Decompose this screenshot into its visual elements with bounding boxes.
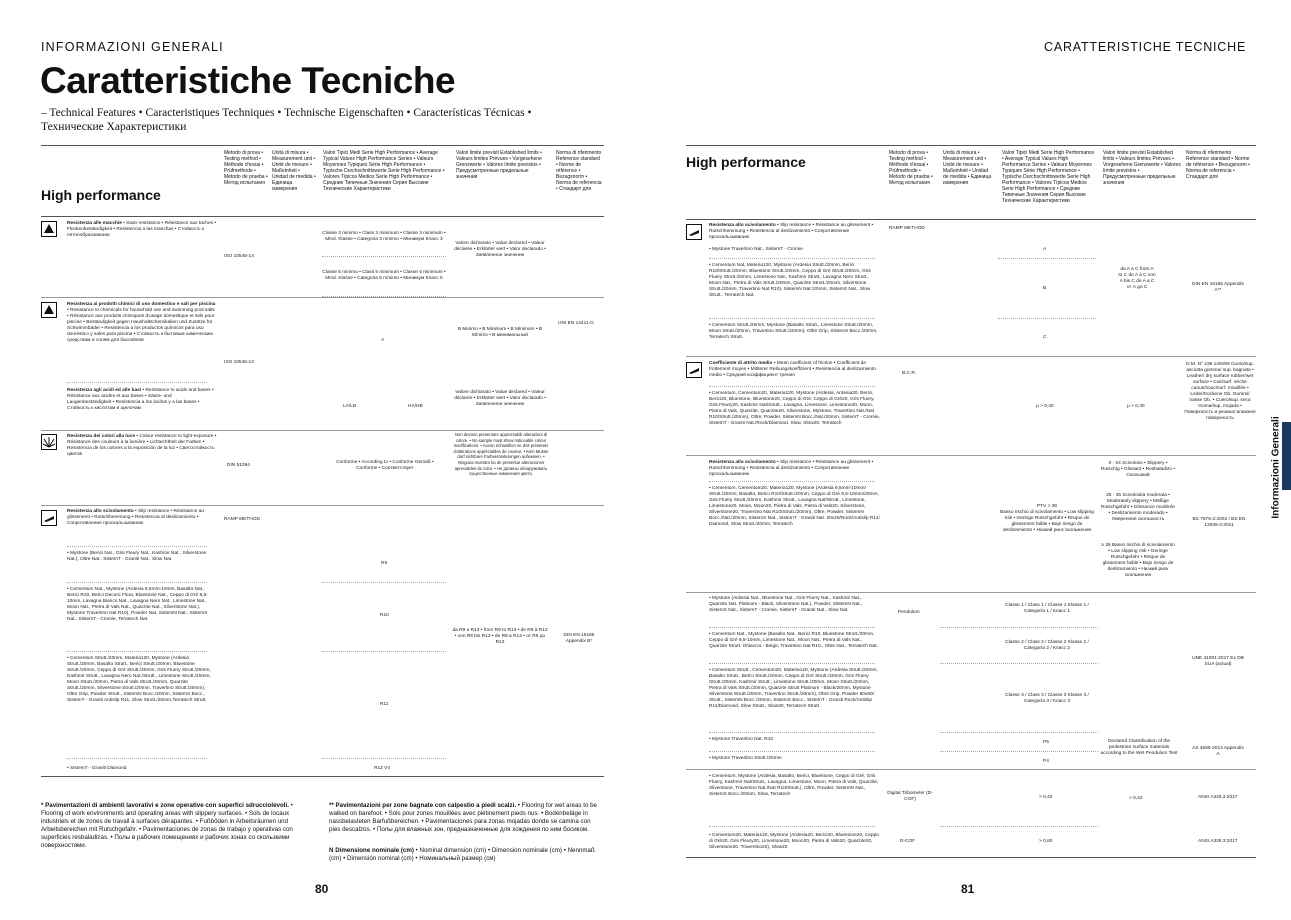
- footnote-3: [329, 847, 599, 863]
- slip-icon: [41, 510, 57, 526]
- right-slip2-limit-3: ≥ 36 Basso rischio di scivolamento • Low slipping risk • Geringe Rutschgefahr • Risque de glissement faible • Bajo riesgo de deslizamiento • Низкий риск скольжения: [1101, 543, 1175, 578]
- right-col-header-method: Metodo di prova • Testing method • Méthode d'essai • Prüfmethode • Método de prueba • Метод испытания: [889, 150, 933, 186]
- right-slip1-label-rest: • Slip resistance • Résistance au glissement • Rutschhemmung • Resistencia al deslizamiento • Сопротивление проскальзыванию: [709, 223, 874, 240]
- page-subtitle: [41, 106, 561, 134]
- section-title: High performance: [41, 187, 161, 203]
- acid-limit: Valore dichiarato • Value declared • Valeur déclarée • Erklärter wert • Valor declarado • Заявленное значение: [454, 390, 546, 407]
- footnote-2-rest: • Flooring for wet areas to be walked on barefoot. • Sols pour zones mouillées avec piétinement pieds nus. • Bodenbeläge in nassbelasteten Barfußbereichen. • Pavimentaciones para zonas mojadas donde se camina con pies descalzos. • Полы для влажных зон, предназначенные для хождения по ним босиком.: [329, 802, 597, 833]
- chem-label-bold: Resistenza ai prodotti chimici di uso domestico e sali per piscina: [67, 302, 216, 307]
- pend-value-1: Classe 1 / Class 1 / Classe 1 Klasse 1 / Categoría 1 / Класс 1: [1005, 603, 1089, 614]
- acid-typical-b: HA/HB: [408, 404, 423, 409]
- cof-label-rest: • Mean coefficient of friction • Coefficient de frottement moyen • Mittlerer Reibungskoeffizient • Resistencia al deslizamiento medio • Средний коэффициент трения: [709, 361, 876, 378]
- light-label-bold: Resistenza dei colori alla luce: [67, 434, 135, 439]
- right-slip2-label: [709, 460, 879, 478]
- slip-row-2: • Cementum Nat., Mystone (Ardesia 9,5mm-10mm, Basalto Nat., Berici R10, Berici Decoro Flora, Bluestone Nat., Ceppo di Gré 9,5-10mm, Lavagna Bianco Nat., Lavagna Nero Nat., Limestone Nat., Moon Nat., Pietra di Vals Nat., Quarzite Nat., Silverstone Nat.), Mystone Travertino Nat R10), Powder Nat, SistemN Nat., SistemS Nat., SistemT - Cromie, Terratech Nat.: [67, 587, 208, 622]
- chemical-icon: [41, 302, 57, 318]
- page-number-left: 80: [315, 882, 329, 896]
- pend-norm: UNE 41901:2017 Ex DB SUA (actual): [1192, 656, 1244, 667]
- stain-label: [67, 221, 217, 239]
- right-slip1-value-2: B: [1043, 286, 1047, 291]
- right-slip1-row-2: • Cementum Nat, Materia120, Mystone (Ardesia Strutt./20mm, Berici R10/Strutt./20mm, Bluestone Strutt./20mm, Ceppo di Gré Strutt./20mm, Gris Fluery Strutt./20mm, Limestone Nat., Kashmir Strutt., Lavagna Nero Strutt., Moon Nat., Pietra di Vals Strutt./20mm, Quarzite Strutt./20mm, Silverstone Strutt./20mm, Travertino Nat R10), SistemN Nat./20mm, SistemS Nat., Slow Strutt., Terratech Nat.: [709, 263, 871, 298]
- stain-value-1: Classe 3 minimo • Class 3 minimum • Classe 3 minimum • Mind. Klasse • Categoria 3 mínimo • Минимум Класс 3: [322, 231, 446, 242]
- cof-value: μ > 0,40: [1036, 404, 1054, 409]
- chem-method: ISO 10545-13: [224, 360, 254, 365]
- dcof1-value: > 0,42: [1039, 795, 1053, 800]
- right-slip1-row-3: • Cementum Strutt./20mm, Mystone (Basalto Strutt., Limestone Strutt./20mm, Moon Strutt./20mm, Travertino Strutt./20mm), Oltre Grip, SistemS Bocc./20mm, Terratech Strutt.: [709, 323, 878, 340]
- slip-value-1: R9: [381, 561, 388, 566]
- right-slip2-ptv: PTV > 36: [1036, 504, 1058, 509]
- right-slip1-row-1: • Mystone Travertino Nat., SistemT - Cromie: [709, 247, 803, 252]
- right-col-header-norm: Norma di riferimento Reference standard • Norme de référence • Bezugsnorm • Norma de referencia • Стандарт для: [1186, 150, 1250, 180]
- footnote-3-rest: • Nominal dimension (cm) • Dimension nominale (cm) • Nennmaß (cm) • Dimensión nominal (cm) • Номинальный размер (см): [329, 847, 595, 862]
- trav-value-1: P5: [1043, 740, 1049, 745]
- dcof2-value: > 0,60: [1039, 839, 1053, 844]
- slip-label-bold: Resistenza allo scivolamento: [67, 509, 134, 514]
- right-slip1-label: [709, 223, 879, 241]
- subtitle-line-2: Технические Характеристики: [41, 121, 187, 133]
- cof-label-bold: Coefficiente di attrito medio: [709, 361, 773, 366]
- right-section-title: High performance: [686, 154, 806, 170]
- right-page-header: CARATTERISTICHE TECNICHE: [1044, 40, 1247, 54]
- pend-row-2: • Cementum Nat., Mystone (Basalto Nat., Berici R10, Bluestone Strutt./20mm, Ceppo di Gré 9,5-10mm, Limestone Nat., Moon Nat., Pietra di Vals Nat., Quarzite Strutt. Ghiaccio - Beige, Travertino Nat R10., Oltre Nat., Terratech Nat.: [709, 632, 878, 649]
- stain-label-bold: Resistenza alle macchie: [67, 221, 122, 226]
- col-header-norm: Norma di riferimento Reference standard • Norme de référence • Bezugsnorm • Norma de referencia • Стандарт для: [556, 150, 602, 192]
- acid-label-bold: Resistenza agli acidi ed alle basi: [67, 388, 142, 393]
- stain-value-2: Classe 5 minimo • Class 5 minimum • Classe 5 minimum • Mind. Klasse • Categoria 5 mínimo • Минимум Класс 5: [322, 270, 446, 281]
- cof-row-1: • Cementum, Cementum20, Materia120, Mystone (Ardesia, Ardesia20, Berici, Berici20, Bluestone, Bluestone20, Ceppo di Gré, Ceppo di Gré20, Gris Fluery, Gris Fleury20, Kashmir Nat/Strutt., Lavagna, Limestone, Limestone20, Moon, Pietra di Vals, Quarzite, Quarzite20, Silverstone, Mystone, Travertino Nat./Nat R10/Strutt./20mm), Oltre, Powder, SistemN Bocc./Nat./20mm, SistemT - Cromie, SistemT - Graniti Nat./Rock/Diamond, Slow, Slow20, Terratech: [709, 391, 881, 426]
- dcof1-limit: > 0,42: [1129, 796, 1143, 801]
- trav-limit: Declared Classification of the pedestrian surface materials according to the Wet Pendulum Test: [1100, 739, 1178, 756]
- chem-typical: A: [381, 338, 385, 343]
- footnote-3-bold: N Dimensione nominale (cm): [329, 847, 414, 854]
- light-limit: Non devono presentare apprezzabili alterazioni di colore. • No sample must show noticeable colour modifications. • Aucun échantillon ne doit présenter d'altérations appréciables de couleur. • Kein Muster darf sichtbare Farbveränderungen aufweisen. • Ninguna muestra ha de presentar alteraciones apreciables de color. • Не должны обнаруживать существенные изменения цвета.: [453, 432, 549, 477]
- right-slip1-norm: DIN EN 16165 Appendix A**: [1192, 282, 1244, 293]
- side-tab-bar: [1282, 422, 1291, 490]
- slip-label-rest: • Slip resistance • Résistance au glissement • Rutschhemmung • Resistencia al deslizamiento • Сопротивление проскальзыванию: [67, 509, 204, 526]
- footnote-2-bold: ** Pavimentazioni per zone bagnate con calpestio a piedi scalzi.: [329, 802, 517, 809]
- cof-label: [709, 361, 879, 379]
- right-slip-icon: [686, 224, 702, 240]
- acid-typical-a: LA/LB: [343, 404, 357, 409]
- slip-value-4: R12 V4: [374, 766, 390, 771]
- slip-row-3: • Cementum Strutt./20mm, Materia120, Mystone (Ardesia Strutt./20mm, Basalto Strutt., Berici Strutt./20mm, Bluestone Strutt./20mm, Ceppo di Gré Strutt./20mm, Gris Fluery Strutt./20mm, Kashmir Strutt., Lavagna Nero Nat./Strutt., Limestone Strutt./20mm, Moon Strutt./20mm, Pietra di Vals Strutt./20mm, Quarzite Strutt./20mm, Silverstone Strutt./20mm, Travertino Strutt./20mm), Oltre Grip, Powder Strutt., SistemN Bocc./20mm, SistemS Bocc., SistemT - Graniti Antislip R11, Slow Strutt./20mm,Terratech Strutt.: [67, 656, 211, 703]
- stain-icon: [41, 221, 57, 237]
- right-slip1-value-1: A: [1043, 247, 1047, 252]
- right-slip2-label-bold: Resistenza allo scivolamento: [709, 460, 776, 465]
- side-tab-label: Informazioni Generali: [1270, 416, 1282, 519]
- pend-method: Pendulum: [898, 610, 920, 615]
- light-label: [67, 434, 217, 458]
- cof-method: B.C.R.: [902, 371, 917, 376]
- acid-label: [67, 388, 217, 412]
- right-slip2-norm: BS 7976-2:2002 / BS EN 13036-4:2011: [1192, 517, 1246, 528]
- light-label-rest: • Colour resistance to light-exposure • Résistance des couleurs à la lumière • Lichtechtheit der Farben • Resistencia de los colores a la exposición de la luz • Светостойкость цветов: [67, 434, 217, 457]
- dcof1-norm: ANSI A326.3:2017: [1198, 795, 1238, 800]
- footnote-1-rest: • Flooring of work environments and operating areas with slippery surfaces. • Sols de locaux industriels et de zones de travail à surfaces dérapantes. • Fußböden in Arbeitsräumen und Arbeitsbereichen mit Rutschgefahr. • Pavimentaciones de zonas de trabajo y operativas con superficies resbaladizas. • Полы в рабочих помещениях и рабочих зонах со скользкими поверхностями.: [41, 802, 293, 849]
- dcof1-row: • Cementum, Mystone (Ardesia, Basalto, Berici, Bluestone, Ceppo di Gré, Gris Fluery, Kashmir Nat/Strutt., Lavagna, Limestone, Moon, Pietra di Vals, Quarzite, Silverstone, Travertino Nat./Nat R10/Strutt.), Oltre, Powder, SistemN Nat., SistemS Bocc./20mm, Slow, Terratech: [709, 774, 879, 797]
- slip-row-1: • Mystone (Berici Nat., Gris Fleury Nat., Kashmir Nat., Silverstone Nat.), Oltre Nat., SistemT - Graniti Nat., Slow Nat.: [67, 551, 207, 562]
- subtitle-line-1: – Technical Features • Caracteristiques Techniques • Technische Eigenschaften • Características Técnicas •: [41, 107, 532, 119]
- dcof2-norm: ANSI A326.3:2017: [1198, 839, 1238, 844]
- col-header-method: Metodo di prova • Testing method • Méthode d'essai • Prüfmethode • Método de prueba • Метод испытания: [224, 150, 268, 186]
- right-col-header-typical: Valori Tipici Medi Serie High Performance • Average Typical Values High Performance Series • Valeurs Moyennes Typiques Série High Performance • Typische Durchschnittswerte Serie High Performance • Valores Típicos Medios Serie High Performance • Средние Типичные Значения Серия Высокие Технические Характеристики: [1002, 150, 1095, 204]
- right-slip2-limit-2: 25 - 35 Scivolosità moderata • Moderately slippery • Mäßige Rutschgefahr • Glissance modérée • Deslizamiento moderado • Умеренная скользкость: [1100, 493, 1176, 522]
- pend-row-3: • Cementum Strutt., Cementum20, Materia120, Mystone (Ardesia Strutt./20mm, Basalto Strutt., Berici Strutt./20mm, Ceppo di Gré Strutt./20mm, Gris Fluery Strutt./20mm, Kashmir Strutt., Limestone Strutt./20mm, Moon Strutt./20mm, Pietra di Vals Strutt./20mm, Quarzite Strutt Platinum - Black/20mm, Mystone Silverstone Strutt./20mm, Travertino Strutt./20mm), Oltre Grip, Powder 60x60/ Strutt., SistemN Bocc./20mm, SistemS Bocc., SistemT - Graniti Rock/Antislip R11/Diamond, Slow Strutt., Slow20, Terratech Strutt.: [709, 668, 878, 709]
- right-col-header-unit: Unità di misura • Measurement unit • Unité de mesure • Maßeinheit • Unidad de medida • Единица измерения: [943, 150, 992, 186]
- acid-label-rest: • Resistance to acids and bases • Résistance aux acides et aux bases • Säure- und Laugenbeständigkeit • Resistencia a los ácidos y a las bases • Стойкость к кислотам и щелочам: [67, 388, 214, 411]
- footnote-1-bold: * Pavimentazioni di ambienti lavorativi e zone operative con superfici sdrucciolevoli.: [41, 802, 289, 809]
- trav-row-1: • Mystone Travertino Nat. R10: [709, 737, 774, 742]
- cof-limit: μ > 0,40: [1127, 404, 1145, 409]
- right-slip1-value-3: C: [1043, 335, 1047, 340]
- pend-row-1: • Mystone (Ardesia Nat., Bluestone Nat., Gris Fluery Nat., Kashmir Nat., Quarzite Nat. Platinum - Black, Silverstone Nat.), Powder, SistemN Nat., SistemS Nat., SistemT - Cromie, SistemT - Graniti Nat., Slow Nat.: [709, 596, 863, 613]
- right-slip1-method: RAMP METHOD: [889, 226, 925, 231]
- trav-row-2: • Mystone Travertino Strutt./20mm: [709, 756, 782, 761]
- dcof1-method: Digital Tribometer (D-COF): [887, 791, 933, 802]
- sun-icon: [41, 434, 57, 450]
- cof-norm: D.M. N° 236 14/6/89 Cuoio/sup. asciutta gomma/ sup. bagnata • Leather/ dry surface rubber/wet surface • Cuir/surf. sèche caoutchouc/surf. mouillée • Leder/trockene Ob. Gummi/ nasse Ob. • Cuero/sup. seca Goma/sup. mojada • Поверхность и резина/ влажная поверхность: [1184, 362, 1256, 421]
- slip-value-3: R11: [380, 702, 389, 707]
- light-typical: Conforme • According to • Conforme Gemäß • Conforme • Соответствует: [336, 460, 434, 471]
- page-number-right: 81: [961, 882, 975, 896]
- right-slip2-label-rest: • Slip resistance • Résistance au glissement • Rutschhemmung • Resistencia al deslizamiento • Сопротивление проскальзыванию: [709, 460, 874, 477]
- chem-label-rest: • Resistance to chemicals for household use and swimming pool salts • Résistance aux produits chimiques d'usage domestique et sels pour piscine • Beständigkeit gegen Haushaltschemikalien und Zusätze für Schwimmbäder • Resistencia a los productos químicos para uso doméstico y sales para piscina • Стойкость к бытовым химическим средствам и солям для бассейнов: [67, 308, 215, 343]
- right-slip1-label-bold: Resistenza allo scivolamento: [709, 223, 776, 228]
- trav-norm: AS 4586-2013 Appendix A: [1192, 746, 1244, 757]
- slip-norm: DIN EN 16165 Appendix B*: [563, 633, 595, 644]
- col-header-limit: Valori limite previsti Established limits • Valeurs limites Prévues • Vorgesehene Grenzwerte • Valores límite previstos • Предусмотренные предельные значения: [456, 150, 542, 180]
- col-header-unit: Unità di misura • Measurement unit • Unité de mesure • Maßeinheit • Unidad de medida • Единица измерения: [272, 150, 316, 192]
- stain-limit: Valore dichiarato • Value declared • Valeur déclarée • Erklärter wert • Valor declarado • Заявленное значение: [454, 241, 546, 258]
- stain-label-rest: • Stain resistance • Résistance aux taches • Fleckenbeständigkeit • Resistencia a las manchas • Стойкость к пятнообразованию:: [67, 221, 217, 238]
- slip-limit: da R9 a R13 • from R9 to R13 • de R9 à R13 • von R9 bis R13 • de R9 a R13 • от R9 до R13: [452, 628, 548, 645]
- chem-norm: UNI EN 14411-G: [558, 321, 594, 326]
- pend-value-2: Classe 2 / Class 2 / Classe 2 Klasse 2 / Categoría 2 / Класс 2: [1005, 640, 1089, 651]
- dcof2-row: • Cementum20, Materia120, Mystone (Ardesia20, Berici20, Bluestone20, Ceppo di Gré20, Gris Fleury20, Limestone20, Moon20, Pietra di Vals20, Quarzite20, Silverstone20, Travertino20), Slow20: [709, 833, 879, 850]
- right-slip2-ptv-desc: Basso rischio di scivolamento • Low slipping risk • Geringe Rutschgefahr • Risque de glissement faible • Bajo riesgo de deslizamiento • Низкий риск скольжения: [1000, 510, 1094, 533]
- trav-value-2: P4: [1043, 759, 1049, 764]
- footnote-1: [41, 802, 306, 850]
- footnote-2: [329, 802, 599, 834]
- chem-label: [67, 302, 217, 344]
- page-title: Caratteristiche Tecniche: [40, 60, 456, 101]
- col-header-typical: Valori Tipici Medi Serie High Performance • Average Typical Values High Performance Series • Valeurs Moyennes Typiques Série High Performance • Typische Durchschnittswerte Serie High Performance • Valores Típicos Medios Serie High Performance • Средние Типичные Значения Серия Высокие Технические Характеристики: [323, 150, 445, 192]
- chem-limit: B Minimo • B Minimum • B Minimum • B Mínimo • B минимальный: [457, 327, 543, 338]
- right-slip2-row-1: • Cementum, Cementum20, Materia120, Mystone (Ardesia 9,5mm-10mm/ Strutt./20mm, Basalto, Berici R10/Strutt./20mm, Ceppo di Gré 9,5-10mm/20mm, Gris Fluery Strutt./20mm, Kashmir Strutt., Lavagna Nat/Strutt., Limestone, Limestone20, Moon, Moon20, Pietra di Vals, Pietra di Vals20, Silverstone, Silverstone20, Travertino Nat R10/Strutt./20mm), Oltre, Powder, SistemN Bocc./Nat./20mm, SistemS Nat., SistemT - Graniti Nat. 20x20/Rock/Antislip R11/ Diamond, Slow Strutt./20mm, Terratech: [709, 486, 880, 527]
- left-page-header: INFORMAZIONI GENERALI: [41, 40, 224, 54]
- slip-value-2: R10: [380, 613, 389, 618]
- stain-method: ISO 10545-14: [224, 254, 254, 259]
- right-slip1-limit: da A a C from A to C de A à C von A bis C de A a C от A до C: [1118, 267, 1156, 290]
- slip-row-4: • SistemT - Graniti Diamond: [67, 766, 127, 771]
- dcof2-method: D-COF: [900, 839, 916, 844]
- slip-method: RAMP METHOD: [224, 517, 260, 522]
- friction-icon: [686, 362, 702, 378]
- right-col-header-limit: Valori limite previsti Established limits • Valeurs limites Prévues • Vorgesehene Grenzwerte • Valores límite previstos • Предусмотренные предельные значения: [1103, 150, 1181, 186]
- slip-label: [67, 509, 217, 527]
- pend-value-3: Classe 3 / Class 3 / Classe 3 Klasse 3 / Categoría 3 / Класс 3: [1005, 693, 1089, 704]
- right-slip2-limit-1: 0 - 24 Scivoloso • Slippery • Rutschig • Glissant • Resbaladizo • Скользкий: [1100, 461, 1176, 478]
- light-method: DIN 51094: [227, 463, 250, 468]
